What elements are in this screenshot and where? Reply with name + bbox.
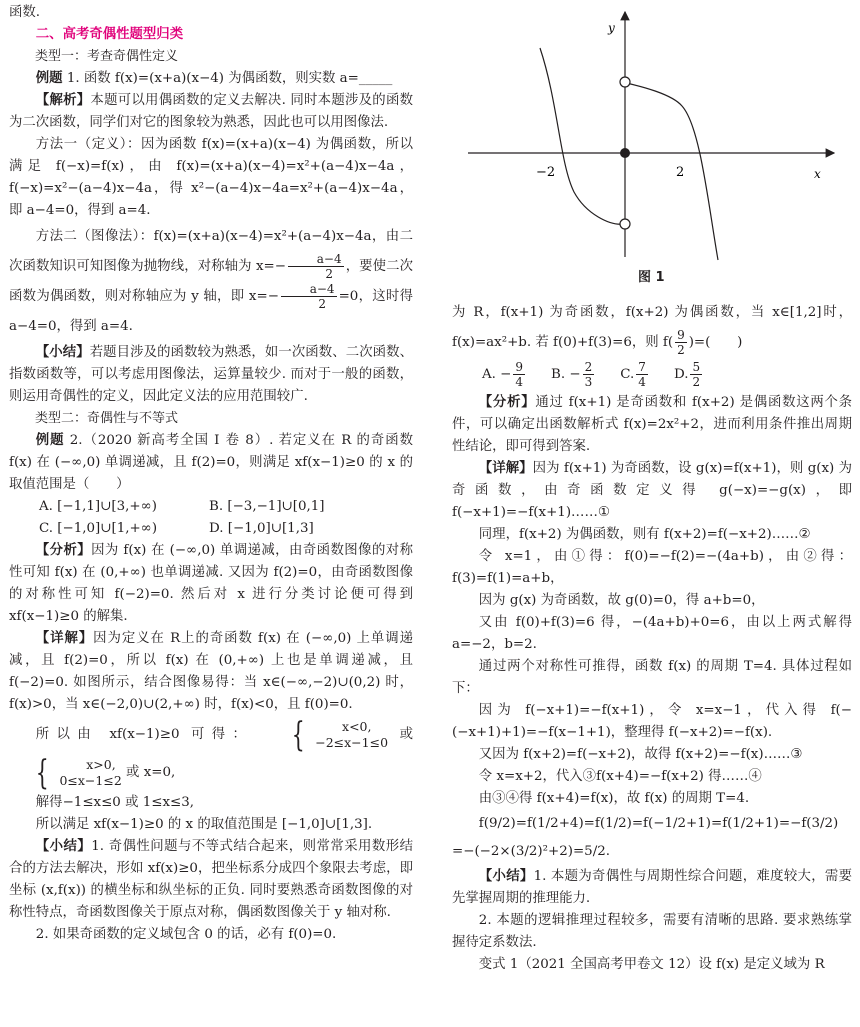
or-text: 或 [399, 727, 413, 742]
method2-text-c: =0，这时得 a−4=0，得到 a=4. [9, 289, 413, 334]
summary-text: 1. 奇偶性问题与不等式结合起来，则常常采用数形结合的方法去解决，形如 xf(x)≥0，把坐标系分成四个象限去考虑，即坐标 (x,f(x)) 的横坐标和纵坐标的正负. 同时要熟悉奇函数图像的对称性特点，奇函数图像关于原点对称，偶函数图像关于 y 轴对称. [9, 839, 414, 920]
curve-right [626, 83, 718, 260]
example2-text: 2.（2020 新高考全国 Ⅰ 卷 8）. 若定义在 R 的奇函数 f(x) 在 (−∞,0) 单调递减，且 f(2)=0，则满足 xf(x−1)≥0 的 x 的取值范围是（ ） [9, 433, 414, 492]
text-line: 令 x=1，由①得：f(0)=−f(2)=−(4a+b)，由②得：f(3)=f(1)=a+b， [452, 549, 852, 586]
summary-text: 若题目涉及的函数较为熟悉，如一次函数、二次函数、指数函数等，可以考虑用图像法，运算量较少. 而对于一般的函数，则运用奇偶性的定义，因此定义法的应用范围较广. [9, 345, 414, 404]
text-line: 因为 g(x) 为奇函数，故 g(0)=0，得 a+b=0， [478, 593, 765, 608]
system-suffix: 或 x=0, [126, 765, 176, 780]
x-axis-label: x [814, 167, 821, 181]
option-d: D. [−1,0]∪[1,3] [209, 521, 314, 536]
option-d: D. $\frac{5}{2}$ [673, 360, 701, 389]
figure-1 [452, 2, 852, 298]
text-line: 同理，f(x+2) 为偶函数，则有 f(x+2)=f(−x+2)……② [478, 527, 811, 542]
analysis2 [9, 540, 413, 628]
option-a: A. − $\frac{9}{4}$ [482, 360, 524, 389]
fraction: $\frac{a-4}{2}$ [281, 282, 337, 311]
example2 [9, 430, 413, 496]
option-c: C. $\frac{7}{4}$ [620, 360, 646, 389]
summary-text: 1. 本题为奇偶性与周期性综合问题，难度较大，需要先掌握周期的推理能力. [452, 869, 853, 906]
figure-caption: 图 1 [638, 270, 665, 285]
analysis-label: 【解析】 [35, 93, 91, 108]
options [9, 496, 413, 540]
solution-line: 解得−1≤x≤0 或 1≤x≤3, [35, 795, 195, 810]
summary2-b: 2. 如果奇函数的定义域包含 0 的话，必有 f(0)=0. [35, 927, 337, 942]
analysis-label: 【分析】 [35, 543, 92, 558]
curve-left [540, 48, 624, 224]
solution-line: 所以满足 xf(x−1)≥0 的 x 的取值范围是 [−1,0]∪[1,3]. [35, 817, 373, 832]
system-line [9, 716, 413, 792]
method1: 方法一（定义）：因为函数 f(x)=(x+a)(x−4) 为偶函数，所以满足 f(−x)=f(x)，由 f(x)=(x+a)(x−4)=x²+(a−4)x−4a，f(−x)=x²−(a−4)x−4a，得 x²−(a−4)x−4a=x²+(a−4)x−4a，即 a−4=0，得到 a=4. [9, 137, 413, 218]
system-prefix: 所以由 xf(x−1)≥0 可得： [35, 727, 254, 742]
analysis-text: 本题可以用偶函数的定义去解决. 同时本题涉及的函数为二次函数，同学们对它的图象较为熟悉，因此也可以用图像法. [9, 93, 414, 130]
option-c: C. [−1,0]∪[1,+∞) [39, 521, 158, 536]
detail3 [452, 458, 852, 524]
summary-label: 【小结】 [35, 345, 90, 360]
function-graph [462, 2, 842, 264]
detail-label: 【详解】 [35, 631, 94, 646]
option-a: A. [−1,1]∪[3,+∞) [39, 499, 157, 514]
options [452, 358, 852, 392]
analysis1 [9, 90, 413, 134]
analysis3 [452, 392, 852, 458]
right-column [452, 2, 852, 976]
type2-label: 类型二：奇偶性与不等式 [35, 411, 179, 426]
open-point-top [620, 77, 630, 87]
example1 [9, 68, 413, 90]
method2-text-a: 方法二（图像法）：f(x)=(x+a)(x−4)=x²+(a−4)x−4a，由二次函数知识可知图像为抛物线，对称轴为 x=− [9, 229, 413, 274]
text-line: 又因为 f(x+2)=f(−x+2)，故得 f(x+2)=−f(x)……③ [478, 747, 803, 762]
variant-question: 为 R，f(x+1) 为奇函数，f(x+2) 为偶函数，当 x∈[1,2]时，f(x)=ax²+b. 若 f(0)+f(3)=6，则 f( $\frac{9}{2}$ )=( ) [452, 305, 852, 357]
option-b: B. [−3,−1]∪[0,1] [209, 499, 325, 514]
method2-text-b: ，要使二次函数为偶函数，则对称轴应为 y 轴，即 x=− [9, 259, 414, 304]
summary3 [452, 866, 852, 910]
tick-label-neg2: −2 [536, 165, 556, 180]
summary-label: 【小结】 [478, 869, 534, 884]
open-point-bottom [620, 219, 630, 229]
variant-title: 变式 1（2021 全国高考甲卷文 12）设 f(x) 是定义域为 R [478, 957, 825, 972]
summary3-b: 2. 本题的逻辑推理过程较多，需要有清晰的思路. 要求熟练掌握待定系数法. [452, 913, 852, 950]
summary1 [9, 342, 413, 408]
text-line: 又由 f(0)+f(3)=6 得，−(4a+b)+0=6，由以上两式解得 a=−2，b=2. [452, 615, 852, 652]
example-label: 例题 [35, 433, 65, 448]
detail-label: 【详解】 [478, 461, 533, 476]
fraction: $\frac{a-4}{2}$ [288, 252, 344, 281]
y-axis-label: y [608, 21, 615, 35]
detail-text: 因为定义在 R上的奇函数 f(x) 在 (−∞,0) 上单调递减，且 f(2)=0，所以 f(x) 在 (0,+∞) 上也是单调递减，且 f(−2)=0. 如图所示，结合图像易得：当 x∈(−∞,−2)∪(0,2) 时，f(x)>0，当 x∈(−2,0)∪(2,+∞) 时，f(x)<0，且 f(0)=0. [9, 631, 413, 712]
left-column [9, 2, 413, 946]
detail2 [9, 628, 413, 716]
fraction: $\frac{9}{2}$ [677, 328, 685, 357]
text-line: 由③④得 f(x+4)=f(x)，故 f(x) 的周期 T=4. [478, 791, 750, 806]
analysis-label: 【分析】 [478, 395, 536, 410]
tick-label-2: 2 [676, 165, 685, 180]
text-line: 函数. [9, 5, 41, 20]
text-line: 令 x=x+2，代入③f(x+4)=−f(x+2) 得……④ [478, 769, 762, 784]
analysis-text: 通过 f(x+1) 是奇函数和 f(x+2) 是偶函数这两个条件，可以确定出函数解析式 f(x)=2x²+2，进而利用条件推出周期性结论，即可得到答案. [452, 395, 853, 454]
summary2 [9, 836, 413, 924]
type1-label: 类型一：考查奇偶性定义 [35, 49, 179, 64]
method2 [9, 222, 413, 342]
closed-point-origin [620, 148, 630, 158]
analysis-text: 因为 f(x) 在 (−∞,0) 单调递减，由奇函数图像的对称性可知 f(x) 在 (0,+∞) 也单调递减. 又因为 f(2)=0，由奇函数图像的对称性可知 f(−2)=0. 然后对 x 进行分类讨论便可得到 xf(x−1)≥0 的解集. [9, 543, 413, 624]
calc-line: =−(−2×(3/2)²+2)=5/2. [452, 844, 610, 859]
example1-text: 1. 函数 f(x)=(x+a)(x−4) 为偶函数，则实数 a=_____ [66, 71, 393, 86]
inequality-system-2: { x>0, 0≤x−1≤2 [35, 752, 122, 793]
text-line: 因为 f(−x+1)=−f(x+1)，令 x=x−1，代入得 f(−(−x+1)+1)=−f(x−1+1)，整理得 f(−x+2)=−f(x). [452, 703, 852, 740]
inequality-system-1: { x<0, −2≤x−1≤0 [291, 714, 389, 755]
text-line: 通过两个对称性可推得，函数 f(x) 的周期 T=4. 具体过程如下： [452, 659, 852, 696]
calc-line: f(9/2)=f(1/2+4)=f(1/2)=f(−1/2+1)=f(1/2+1)=−f(3/2) [478, 816, 839, 831]
section-heading: 二、高考奇偶性题型归类 [35, 27, 184, 42]
example-label: 例题 [35, 71, 63, 86]
detail-text: 因为 f(x+1) 为奇函数，设 g(x)=f(x+1)，则 g(x) 为奇函数，由奇函数定义得 g(−x)=−g(x)，即 f(−x+1)=−f(x+1)……① [452, 461, 852, 520]
option-b: B. − $\frac{2}{3}$ [551, 360, 593, 389]
summary-label: 【小结】 [35, 839, 92, 854]
